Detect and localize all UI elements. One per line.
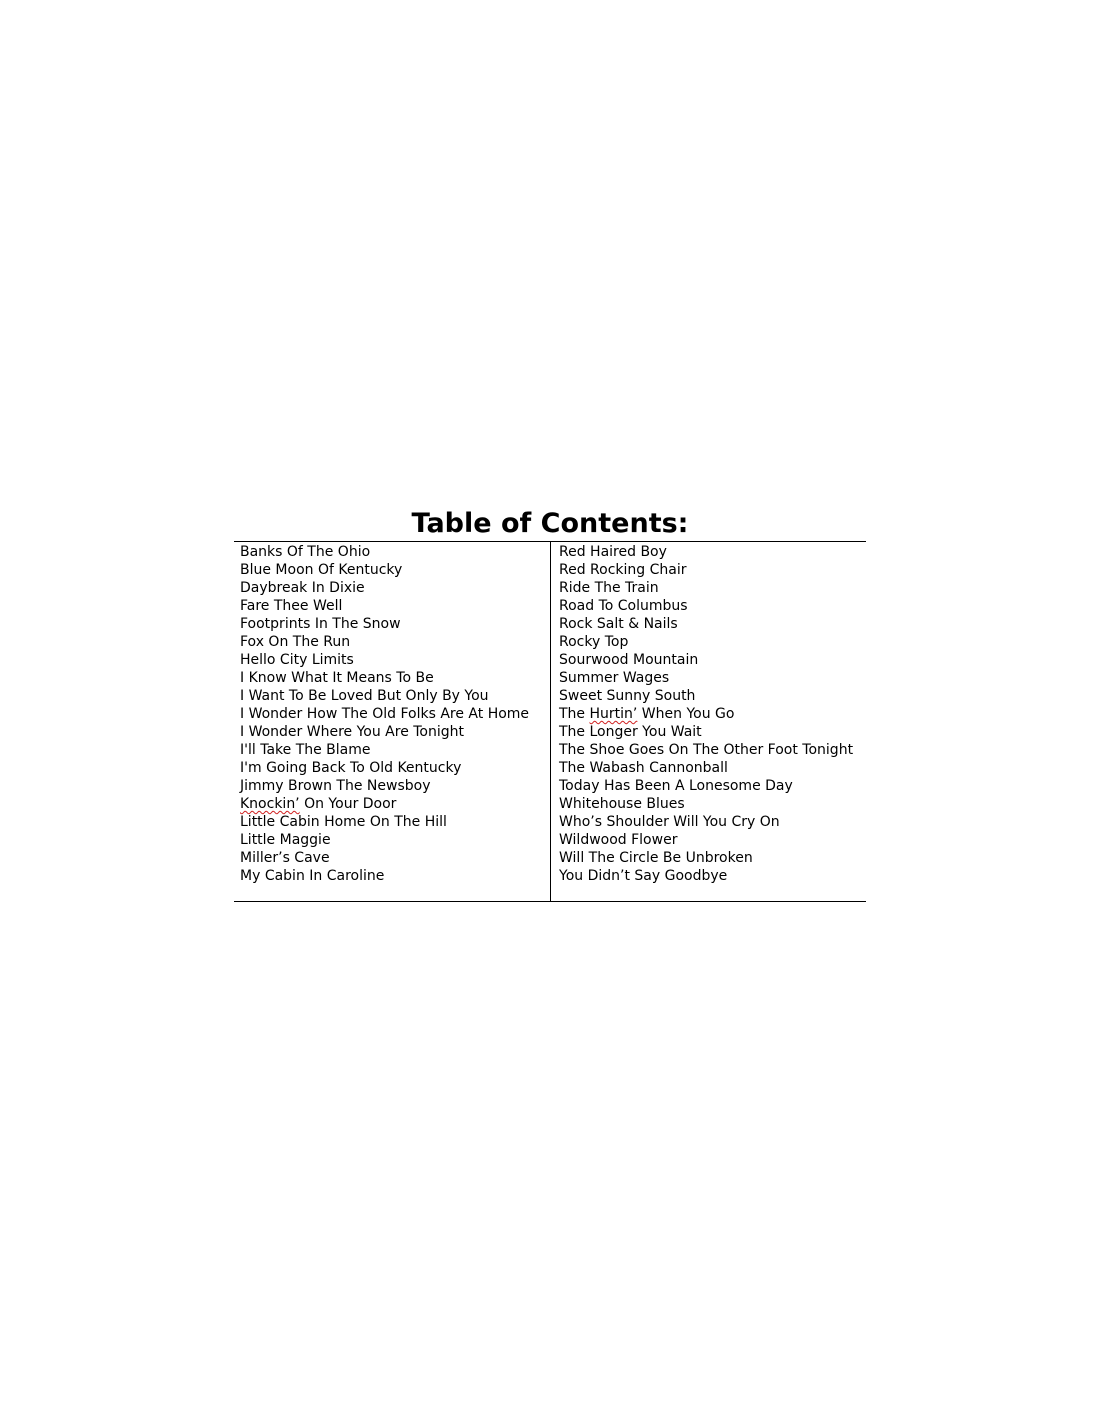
toc-entry: Little Maggie (240, 832, 331, 848)
toc-entry: Footprints In The Snow (240, 616, 401, 632)
toc-entry: My Cabin In Caroline (240, 868, 385, 884)
toc-entry: Summer Wages (559, 670, 670, 686)
toc-entry: Daybreak In Dixie (240, 580, 365, 596)
toc-entry: The Shoe Goes On The Other Foot Tonight (559, 742, 854, 758)
toc-entry: Banks Of The Ohio (240, 544, 371, 560)
toc-entry: The Hurtin’ When You Go (559, 706, 735, 722)
toc-entry: Sourwood Mountain (559, 652, 699, 668)
toc-entry: Hello City Limits (240, 652, 354, 668)
toc-entry: Knockin’ On Your Door (240, 796, 397, 812)
toc-entry: I Wonder Where You Are Tonight (240, 724, 465, 740)
toc-left-list (240, 543, 550, 885)
toc-entry: Today Has Been A Lonesome Day (559, 778, 793, 794)
toc-entry: I Wonder How The Old Folks Are At Home (240, 706, 530, 722)
toc-entry: You Didn’t Say Goodbye (559, 868, 728, 884)
toc-entry: Jimmy Brown The Newsboy (240, 778, 431, 794)
toc-entry: I'm Going Back To Old Kentucky (240, 760, 462, 776)
toc-entry: Fare Thee Well (240, 598, 343, 614)
toc-entry: Miller’s Cave (240, 850, 330, 866)
toc-right-column (551, 542, 866, 901)
toc-entry: I Want To Be Loved But Only By You (240, 688, 489, 704)
toc-entry: Who’s Shoulder Will You Cry On (559, 814, 780, 830)
toc-right-list (559, 543, 866, 885)
toc-entry: Red Haired Boy (559, 544, 667, 560)
toc-entry: Fox On The Run (240, 634, 351, 650)
toc-entry: Whitehouse Blues (559, 796, 685, 812)
toc-entry: The Longer You Wait (559, 724, 702, 740)
toc-entry: Road To Columbus (559, 598, 688, 614)
toc-entry: Ride The Train (559, 580, 659, 596)
toc-entry: Little Cabin Home On The Hill (240, 814, 447, 830)
toc-entry: Rock Salt & Nails (559, 616, 678, 632)
spellcheck-flagged-word: Knockin’ (240, 796, 300, 812)
toc-entry: Rocky Top (559, 634, 629, 650)
toc-entry: Sweet Sunny South (559, 688, 696, 704)
spellcheck-flagged-word: Hurtin’ (589, 706, 638, 722)
toc-entry: The Wabash Cannonball (559, 760, 728, 776)
toc-entry: Will The Circle Be Unbroken (559, 850, 753, 866)
toc-entry: I'll Take The Blame (240, 742, 371, 758)
toc-entry: I Know What It Means To Be (240, 670, 434, 686)
toc-title: Table of Contents: (411, 508, 689, 539)
toc-entry: Red Rocking Chair (559, 562, 687, 578)
toc-table (234, 541, 866, 902)
toc-entry: Wildwood Flower (559, 832, 678, 848)
toc-entry: Blue Moon Of Kentucky (240, 562, 403, 578)
toc-left-column (234, 542, 551, 901)
